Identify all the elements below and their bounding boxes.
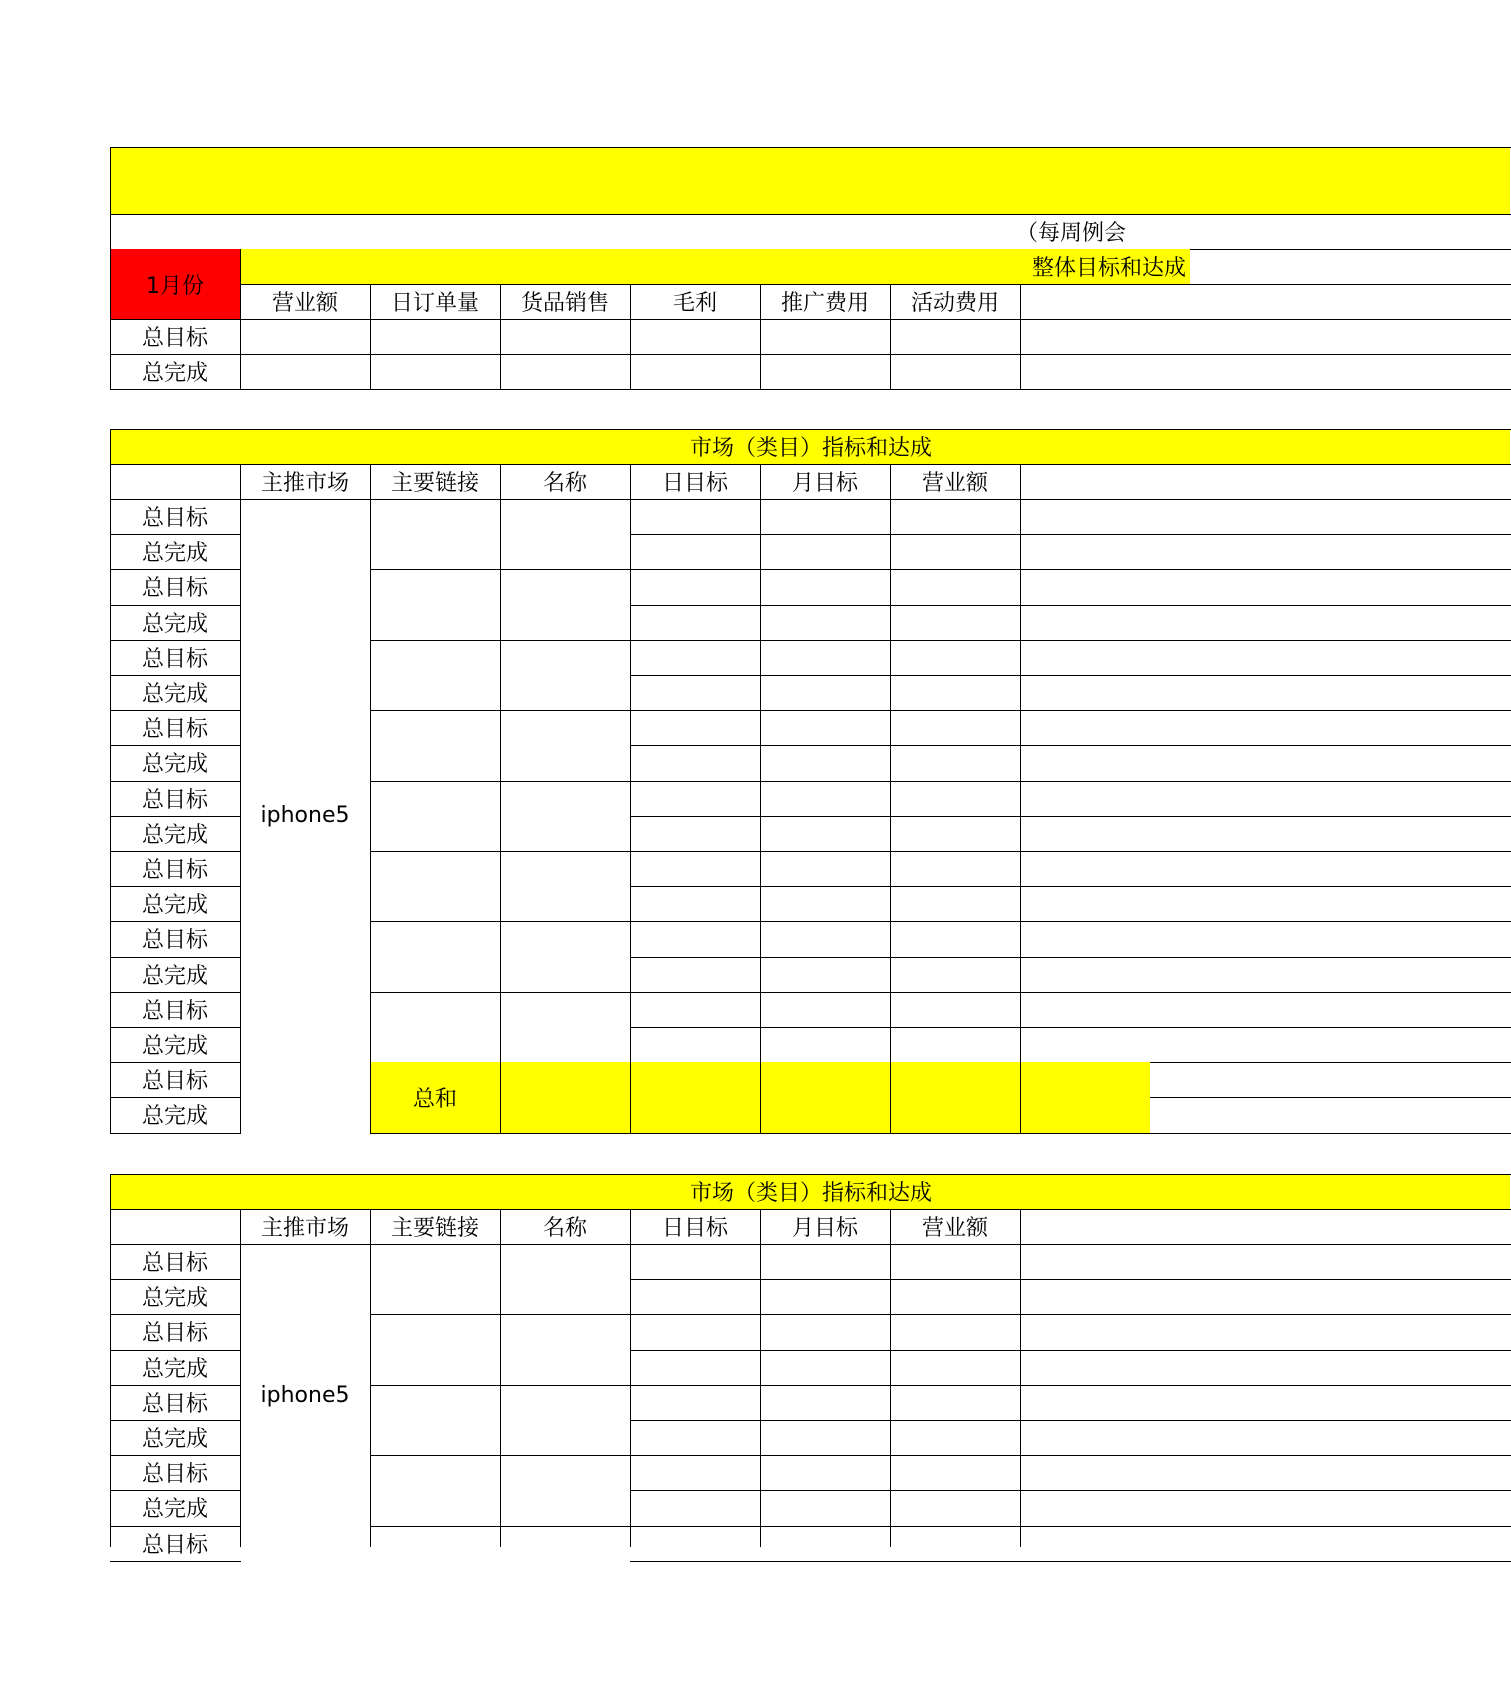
product-name-cell[interactable] xyxy=(500,992,630,1062)
overall-row-label: 总完成 xyxy=(141,361,208,386)
market-value-cell[interactable] xyxy=(760,1062,890,1097)
market-value-cell[interactable] xyxy=(890,886,1020,921)
market-value-cell[interactable] xyxy=(760,816,890,851)
market-value-cell[interactable] xyxy=(1020,921,1150,956)
overall-col-header: 推广费用 xyxy=(780,291,869,316)
market-value-cell[interactable] xyxy=(890,1244,1020,1279)
overall-col-header: 货品销售 xyxy=(520,291,609,316)
market-value-cell[interactable] xyxy=(890,569,1020,604)
grid-line xyxy=(500,284,501,389)
overall-row-label: 总目标 xyxy=(141,326,208,351)
market-value-cell[interactable] xyxy=(890,1350,1020,1385)
market-value-cell[interactable] xyxy=(1020,1490,1150,1525)
market-value-cell[interactable] xyxy=(1020,534,1150,569)
market-value-cell[interactable] xyxy=(630,1097,760,1132)
overall-col-header: 毛利 xyxy=(672,291,717,316)
grid-line xyxy=(370,1209,371,1547)
market-value-cell[interactable] xyxy=(760,605,890,640)
market-value-cell[interactable] xyxy=(630,1314,760,1349)
grid-line xyxy=(110,214,111,389)
main-link-cell[interactable] xyxy=(370,992,500,1062)
market-value-cell[interactable] xyxy=(890,816,1020,851)
market-row-label: 总目标 xyxy=(141,717,208,743)
market-col-header: 名称 xyxy=(542,471,587,496)
market-value-cell[interactable] xyxy=(630,1420,760,1455)
main-link-cell[interactable] xyxy=(370,1244,500,1314)
grid-line xyxy=(240,249,241,389)
market-row-label: 总完成 xyxy=(141,1286,208,1312)
grid-line xyxy=(630,1561,1511,1562)
market-row-label: 总目标 xyxy=(141,1532,208,1558)
market-value-cell[interactable] xyxy=(1020,745,1150,780)
market-value-cell[interactable] xyxy=(630,781,760,816)
market-value-cell[interactable] xyxy=(1020,1062,1150,1097)
market-value-cell[interactable] xyxy=(890,1420,1020,1455)
market-value-cell[interactable] xyxy=(760,1314,890,1349)
market-value-cell[interactable] xyxy=(630,992,760,1027)
grid-line xyxy=(890,1209,891,1547)
market-row-label: 总完成 xyxy=(141,1104,208,1130)
market-col-header: 月目标 xyxy=(791,471,858,496)
overall-col-header: 营业额 xyxy=(271,291,338,316)
product-name-cell[interactable] xyxy=(500,710,630,780)
market-value-cell[interactable] xyxy=(630,1244,760,1279)
market-value-cell[interactable] xyxy=(760,886,890,921)
market-value-cell[interactable] xyxy=(1020,499,1150,534)
market-value-cell[interactable] xyxy=(630,1490,760,1525)
grid-line xyxy=(630,1133,1511,1134)
market-value-cell[interactable] xyxy=(630,534,760,569)
main-link-cell[interactable] xyxy=(370,1526,500,1596)
grid-line xyxy=(110,1174,1511,1175)
market-value-cell[interactable] xyxy=(630,1385,760,1420)
market-value-cell[interactable] xyxy=(760,1490,890,1525)
market-value-cell[interactable] xyxy=(890,1027,1020,1062)
market-row-label: 总完成 xyxy=(141,1497,208,1523)
sum-label-cell: 总和 xyxy=(370,1062,500,1132)
market-value-cell[interactable] xyxy=(760,1279,890,1314)
market-value-cell[interactable] xyxy=(1020,816,1150,851)
market-value-cell[interactable] xyxy=(1020,851,1150,886)
market-col-header: 日目标 xyxy=(661,471,728,496)
market-value-cell[interactable] xyxy=(630,499,760,534)
market-row-label: 总目标 xyxy=(141,1321,208,1347)
grid-line xyxy=(500,1209,501,1547)
main-link-cell[interactable] xyxy=(370,569,500,639)
market-value-cell[interactable] xyxy=(1020,640,1150,675)
grid-line xyxy=(110,1561,241,1562)
market-value-cell[interactable] xyxy=(890,745,1020,780)
spreadsheet-viewport xyxy=(110,147,1186,1558)
market-value-cell[interactable] xyxy=(890,1314,1020,1349)
market-value-cell[interactable] xyxy=(1020,1244,1150,1279)
market-col-header: 主要链接 xyxy=(390,471,479,496)
grid-line xyxy=(500,464,501,1133)
grid-line xyxy=(240,1209,241,1547)
market-value-cell[interactable] xyxy=(1020,1385,1150,1420)
market-value-cell[interactable] xyxy=(760,1455,890,1490)
market-value-cell[interactable] xyxy=(890,1490,1020,1525)
market-value-cell[interactable] xyxy=(760,851,890,886)
main-link-cell[interactable] xyxy=(370,499,500,569)
market-value-cell[interactable] xyxy=(890,1279,1020,1314)
market-value-cell[interactable] xyxy=(890,992,1020,1027)
market-value-cell[interactable] xyxy=(1020,1526,1150,1561)
overall-value-cell[interactable] xyxy=(630,354,760,389)
market-value-cell[interactable] xyxy=(630,605,760,640)
market-value-cell[interactable] xyxy=(760,1420,890,1455)
grid-line xyxy=(370,464,371,1133)
market-value-cell[interactable] xyxy=(1020,992,1150,1027)
grid-line xyxy=(890,284,891,389)
market-value-cell[interactable] xyxy=(890,1062,1020,1097)
market-value-cell[interactable] xyxy=(760,1027,890,1062)
market-value-cell[interactable] xyxy=(1020,569,1150,604)
market-value-cell[interactable] xyxy=(630,640,760,675)
market-value-cell[interactable] xyxy=(630,569,760,604)
market-value-cell[interactable] xyxy=(630,1062,760,1097)
market-value-cell[interactable] xyxy=(760,992,890,1027)
market-value-cell[interactable] xyxy=(890,1385,1020,1420)
market-value-cell[interactable] xyxy=(760,921,890,956)
overall-value-cell[interactable] xyxy=(370,354,500,389)
market-value-cell[interactable] xyxy=(760,745,890,780)
grid-line xyxy=(890,464,891,1133)
overall-value-cell[interactable] xyxy=(240,354,370,389)
market-value-cell[interactable] xyxy=(1020,1420,1150,1455)
market-row-label: 总目标 xyxy=(141,858,208,884)
market-value-cell[interactable] xyxy=(1020,1350,1150,1385)
overall-col-header: 日订单量 xyxy=(390,291,479,316)
market-value-cell[interactable] xyxy=(1020,1314,1150,1349)
grid-line xyxy=(110,389,1511,390)
market-value-cell[interactable] xyxy=(1020,781,1150,816)
market-value-cell[interactable] xyxy=(1020,1027,1150,1062)
market-value-cell[interactable] xyxy=(890,534,1020,569)
market-value-cell[interactable] xyxy=(890,1526,1020,1561)
market-value-cell[interactable] xyxy=(1020,710,1150,745)
market-value-cell[interactable] xyxy=(760,1385,890,1420)
overall-value-cell[interactable] xyxy=(890,319,1020,354)
market-value-cell[interactable] xyxy=(1020,605,1150,640)
overall-value-cell[interactable] xyxy=(500,319,630,354)
market-value-cell[interactable] xyxy=(630,710,760,745)
main-link-cell[interactable] xyxy=(370,640,500,710)
market-value-cell[interactable] xyxy=(630,1455,760,1490)
overall-value-cell[interactable] xyxy=(630,319,760,354)
market-row-label: 总完成 xyxy=(141,611,208,637)
grid-line xyxy=(630,284,631,389)
market-value-cell[interactable] xyxy=(630,886,760,921)
market-value-cell[interactable] xyxy=(1020,675,1150,710)
market-row-label: 总目标 xyxy=(141,1069,208,1095)
market-value-cell[interactable] xyxy=(760,569,890,604)
product-name-cell[interactable] xyxy=(500,851,630,921)
market-value-cell[interactable] xyxy=(630,1027,760,1062)
product-name-cell[interactable] xyxy=(500,1526,630,1596)
market-value-cell[interactable] xyxy=(760,1097,890,1132)
grid-line xyxy=(630,1209,631,1547)
grid-line xyxy=(1020,1209,1021,1547)
market-row-label: 总目标 xyxy=(141,1251,208,1277)
report-title xyxy=(110,147,1510,214)
market-value-cell[interactable] xyxy=(630,816,760,851)
market-name-cell: iphone5 xyxy=(260,803,350,829)
market-value-cell[interactable] xyxy=(890,605,1020,640)
market-name-cell: iphone5 xyxy=(260,1383,350,1408)
market-value-cell[interactable] xyxy=(760,499,890,534)
main-link-cell[interactable] xyxy=(370,1385,500,1455)
grid-line xyxy=(760,1209,761,1547)
market-row-label: 总完成 xyxy=(141,682,208,708)
market-value-cell[interactable] xyxy=(760,640,890,675)
market-value-cell[interactable] xyxy=(760,957,890,992)
market-value-cell[interactable] xyxy=(630,957,760,992)
market-row-label: 总完成 xyxy=(141,1356,208,1382)
market-col-header: 营业额 xyxy=(921,471,988,496)
market-row-label: 总目标 xyxy=(141,506,208,532)
market-row-label: 总完成 xyxy=(141,822,208,848)
market-value-cell[interactable] xyxy=(630,1279,760,1314)
market-section-title: 市场（类目）指标和达成 xyxy=(110,1174,1510,1209)
market-row-label: 总完成 xyxy=(141,963,208,989)
market-value-cell[interactable] xyxy=(890,1097,1020,1132)
market-value-cell[interactable] xyxy=(760,675,890,710)
market-row-label: 总完成 xyxy=(141,893,208,919)
grid-line xyxy=(760,284,761,389)
overall-value-cell[interactable] xyxy=(370,319,500,354)
market-row-label: 总目标 xyxy=(141,646,208,672)
market-value-cell[interactable] xyxy=(630,745,760,780)
market-row-label: 总完成 xyxy=(141,1034,208,1060)
month-label: 1月份 xyxy=(110,249,240,319)
product-name-cell[interactable] xyxy=(500,1314,630,1384)
main-link-cell[interactable] xyxy=(370,1314,500,1384)
product-name-cell[interactable] xyxy=(500,499,630,569)
overall-value-cell[interactable] xyxy=(890,354,1020,389)
market-col-header xyxy=(110,464,240,499)
market-col-header: 营业额 xyxy=(921,1216,988,1241)
product-name-cell[interactable] xyxy=(500,1244,630,1314)
grid-line xyxy=(110,1133,241,1134)
product-name-cell[interactable] xyxy=(500,1062,630,1132)
grid-line xyxy=(1020,464,1021,1133)
market-value-cell[interactable] xyxy=(890,499,1020,534)
product-name-cell[interactable] xyxy=(500,781,630,851)
market-col-header: 主要链接 xyxy=(390,1216,479,1241)
main-link-cell[interactable] xyxy=(370,710,500,780)
market-col-header: 主推市场 xyxy=(260,1216,349,1241)
overall-col-header: 活动费用 xyxy=(910,291,999,316)
market-value-cell[interactable] xyxy=(890,675,1020,710)
grid-line xyxy=(110,429,1511,430)
product-name-cell[interactable] xyxy=(500,1385,630,1455)
product-name-cell[interactable] xyxy=(500,640,630,710)
grid-line xyxy=(760,464,761,1133)
market-value-cell[interactable] xyxy=(630,1526,760,1561)
market-value-cell[interactable] xyxy=(630,675,760,710)
grid-line xyxy=(1020,284,1021,389)
market-value-cell[interactable] xyxy=(890,921,1020,956)
market-value-cell[interactable] xyxy=(760,1350,890,1385)
spreadsheet xyxy=(110,147,1510,1558)
grid-line xyxy=(630,464,631,1133)
market-value-cell[interactable] xyxy=(760,710,890,745)
market-row-label: 总目标 xyxy=(141,1462,208,1488)
product-name-cell[interactable] xyxy=(500,921,630,991)
market-value-cell[interactable] xyxy=(760,1244,890,1279)
meeting-note: （每周例会 xyxy=(1015,221,1126,246)
grid-line xyxy=(370,284,371,389)
market-value-cell[interactable] xyxy=(1020,957,1150,992)
market-value-cell[interactable] xyxy=(760,781,890,816)
grid-line xyxy=(110,1174,111,1547)
market-row-label: 总目标 xyxy=(141,998,208,1024)
grid-line xyxy=(110,429,111,1133)
grid-line xyxy=(240,464,241,1133)
market-value-cell[interactable] xyxy=(630,851,760,886)
market-value-cell[interactable] xyxy=(890,957,1020,992)
overall-value-cell[interactable] xyxy=(240,319,370,354)
main-link-cell[interactable] xyxy=(370,1455,500,1525)
market-section-title: 市场（类目）指标和达成 xyxy=(110,429,1510,464)
market-value-cell[interactable] xyxy=(1020,1097,1150,1132)
market-col-header: 名称 xyxy=(542,1216,587,1241)
market-row-label: 总目标 xyxy=(141,1391,208,1417)
market-row-label: 总完成 xyxy=(141,1427,208,1453)
market-col-header: 月目标 xyxy=(791,1216,858,1241)
market-value-cell[interactable] xyxy=(890,710,1020,745)
market-value-cell[interactable] xyxy=(760,534,890,569)
market-col-header xyxy=(110,1209,240,1244)
market-value-cell[interactable] xyxy=(890,851,1020,886)
market-row-label: 总目标 xyxy=(141,928,208,954)
main-link-cell[interactable] xyxy=(370,921,500,991)
market-row-label: 总目标 xyxy=(141,787,208,813)
grid-line xyxy=(110,147,1511,148)
market-col-header: 日目标 xyxy=(661,1216,728,1241)
market-value-cell[interactable] xyxy=(890,1455,1020,1490)
main-link-cell[interactable] xyxy=(370,781,500,851)
product-name-cell[interactable] xyxy=(500,569,630,639)
market-col-header: 主推市场 xyxy=(260,471,349,496)
overall-value-cell[interactable] xyxy=(760,319,890,354)
market-value-cell[interactable] xyxy=(1020,1279,1150,1314)
market-row-label: 总完成 xyxy=(141,541,208,567)
market-row-label: 总目标 xyxy=(141,576,208,602)
market-value-cell[interactable] xyxy=(890,640,1020,675)
product-name-cell[interactable] xyxy=(500,1455,630,1525)
overall-value-cell[interactable] xyxy=(500,354,630,389)
overall-title: 整体目标和达成 xyxy=(240,249,1190,284)
market-row-label: 总完成 xyxy=(141,752,208,778)
main-link-cell[interactable] xyxy=(370,851,500,921)
market-value-cell[interactable] xyxy=(1020,1455,1150,1490)
grid-line xyxy=(370,1133,631,1134)
market-value-cell[interactable] xyxy=(630,1350,760,1385)
market-value-cell[interactable] xyxy=(760,1526,890,1561)
market-value-cell[interactable] xyxy=(1020,886,1150,921)
market-value-cell[interactable] xyxy=(630,921,760,956)
market-value-cell[interactable] xyxy=(890,781,1020,816)
overall-value-cell[interactable] xyxy=(760,354,890,389)
